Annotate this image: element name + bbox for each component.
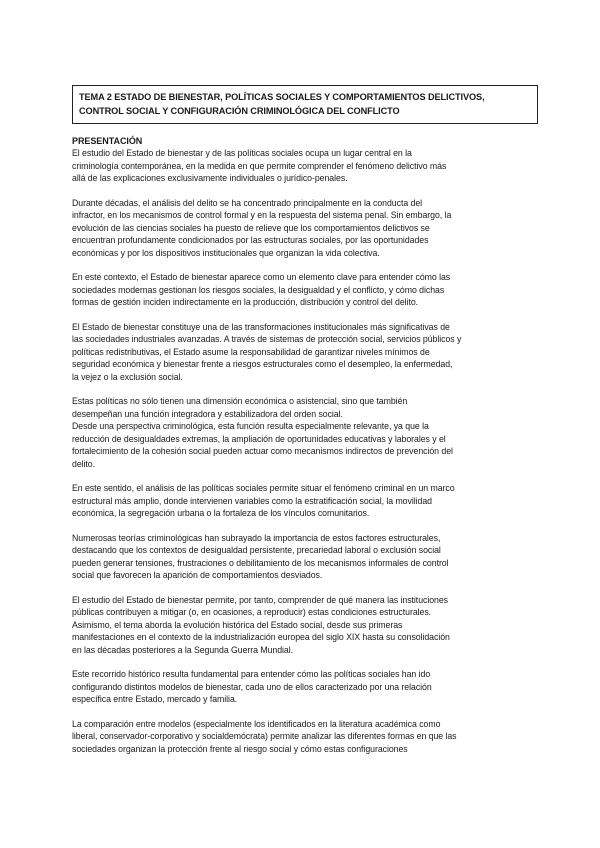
text-line: Este recorrido histórico resulta fundamental para entender cómo las políticas sociales han ido <box>72 669 431 680</box>
text-line: económica, la segregación urbana o la fortaleza de los vínculos comunitarios. <box>72 508 370 519</box>
text-line: Estas políticas no sólo tienen una dimensión económica o asistencial, sino que también <box>72 396 408 407</box>
document-body <box>72 135 528 768</box>
text-line: La comparación entre modelos (especialmente los identificados en la literatura académica como <box>72 718 441 729</box>
text-line: formas de gestión inciden indirectamente en la producción, distribución y control del delito. <box>72 297 419 308</box>
text-line: sociedades modernas gestionan los riesgos sociales, la desigualdad y el conflicto, y cómo dichas <box>72 284 445 295</box>
text-line: En este contexto, el Estado de bienestar aparece como un elemento clave para entender cómo las <box>72 272 451 283</box>
text-line: encuentran profundamente condicionados por las estructuras sociales, por las oportunidades <box>72 235 429 246</box>
paragraph <box>72 321 528 383</box>
text-line: la vejez o la exclusión social. <box>72 371 183 382</box>
text-line: manifestaciones en el contexto de la industrialización europea del siglo XIX hasta su consolidación <box>72 632 450 643</box>
text-line: pueden generar tensiones, frustraciones o debilitamiento de los mecanismos informales de control <box>72 557 449 568</box>
text-line: El Estado de bienestar constituye una de las transformaciones institucionales más significativas de <box>72 322 450 333</box>
text-line: allá de las explicaciones exclusivamente individuales o jurídico-penales. <box>72 173 348 184</box>
text-line: criminología contemporánea, en la medida en que permite comprender el fenómeno delictivo más <box>72 160 447 171</box>
paragraph <box>72 395 528 420</box>
text-line: Numerosas teorías criminológicas han subrayado la importancia de estos factores estructurales, <box>72 532 441 543</box>
paragraph <box>72 718 528 755</box>
text-line: infractor, en los mecanismos de control formal y en la respuesta del sistema penal. Sin embargo, la <box>72 210 452 221</box>
paragraph <box>72 668 528 705</box>
text-line: sociedades organizan la protección frente al riesgo social y cómo estas configuraciones <box>72 743 408 754</box>
document-title-box <box>72 85 538 124</box>
paragraph <box>72 420 528 470</box>
text-line: fortalecimiento de la cohesión social pueden actuar como mecanismos indirectos de prevención del <box>72 446 453 457</box>
text-line: estructural más amplio, donde intervienen variables como la estratificación social, la movilidad <box>72 495 432 506</box>
paragraph <box>72 147 528 184</box>
text-line: delito. <box>72 458 95 469</box>
text-line: económicas y por los dispositivos institucionales que organizan la vida colectiva. <box>72 247 380 258</box>
text-line: Durante décadas, el análisis del delito se ha concentrado principalmente en la conducta del <box>72 198 423 209</box>
paragraph <box>72 482 528 519</box>
text-line: liberal, conservador-corporativo y socialdemócrata) permite analizar las diferentes formas en que las <box>72 731 457 742</box>
text-line: configurando distintos modelos de bienestar, cada uno de ellos caracterizado por una relación <box>72 681 432 692</box>
text-line: seguridad económica y bienestar frente a riesgos estructurales como el desempleo, la enfermedad, <box>72 359 453 370</box>
text-line: El estudio del Estado de bienestar y de las políticas sociales ocupa un lugar central en la <box>72 148 412 159</box>
paragraph <box>72 532 528 582</box>
text-line: públicas contribuyen a mitigar (o, en ocasiones, a reproducir) estas condiciones estructurales. <box>72 607 432 618</box>
paragraph <box>72 594 528 656</box>
text-line: social que favorecen la aparición de comportamientos desviados. <box>72 570 323 581</box>
text-line: desempeñan una función integradora y estabilizadora del orden social. <box>72 408 343 419</box>
text-line: El estudio del Estado de bienestar permite, por tanto, comprender de qué manera las instituciones <box>72 594 448 605</box>
text-line: reducción de desigualdades extremas, la ampliación de oportunidades educativas y laborales y el <box>72 433 446 444</box>
text-line: políticas redistributivas, el Estado asume la responsabilidad de garantizar niveles mínimos de <box>72 346 430 357</box>
title-line: TEMA 2 ESTADO DE BIENESTAR, POLÍTICAS SOCIALES Y COMPORTAMIENTOS DELICTIVOS, <box>79 92 485 102</box>
text-line: específica entre Estado, mercado y familia. <box>72 694 238 705</box>
text-line: Asimismo, el tema aborda la evolución histórica del Estado social, desde sus primeras <box>72 619 403 630</box>
paragraph <box>72 271 528 308</box>
section-heading: PRESENTACIÓN <box>72 136 143 146</box>
paragraph <box>72 197 528 259</box>
text-line: destacando que los contextos de desigualdad persistente, precariedad laboral o exclusión social <box>72 545 441 556</box>
text-line: En este sentido, el análisis de las políticas sociales permite situar el fenómeno criminal en un marco <box>72 483 455 494</box>
text-line: las sociedades industriales avanzadas. A través de sistemas de protección social, servicios públicos y <box>72 334 462 345</box>
text-line: Desde una perspectiva criminológica, esta función resulta especialmente relevante, ya que la <box>72 421 429 432</box>
title-line: CONTROL SOCIAL Y CONFIGURACIÓN CRIMINOLÓGICA DEL CONFLICTO <box>79 106 400 116</box>
text-line: evolución de las ciencias sociales ha puesto de relieve que los comportamientos delictivos se <box>72 222 430 233</box>
text-line: en las décadas posteriores a la Segunda Guerra Mundial. <box>72 644 293 655</box>
